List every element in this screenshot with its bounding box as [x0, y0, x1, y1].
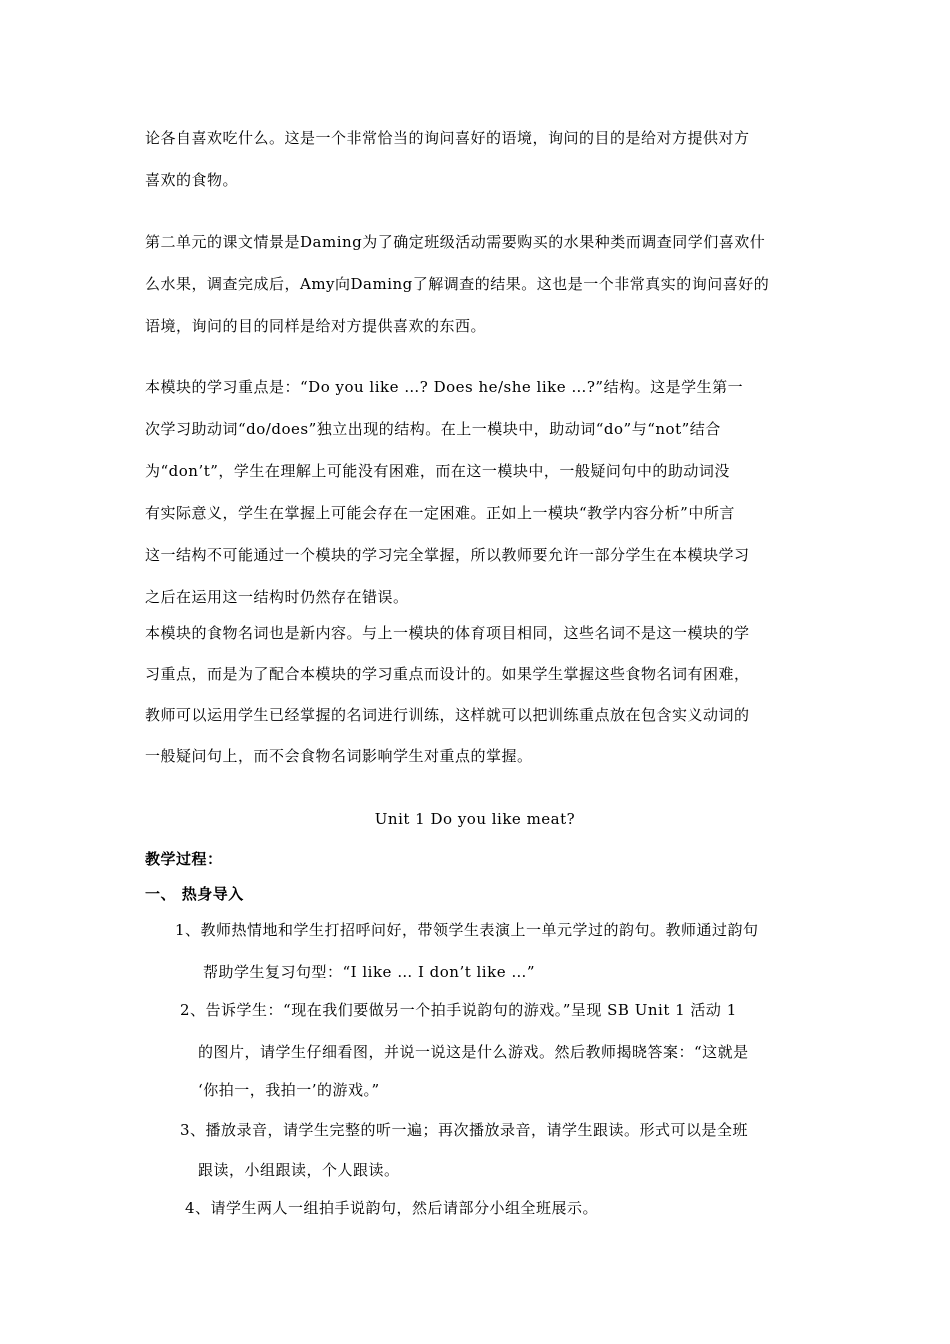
step-line: 的图片，请学生仔细看图，并说一说这是什么游戏。然后教师揭晓答案：“这就是	[198, 1043, 749, 1061]
intro-line: 喜欢的食物。	[145, 171, 239, 189]
unit-title: Unit 1 Do you like meat?	[374, 810, 576, 828]
focus-line: 之后在运用这一结构时仍然存在错误。	[145, 588, 409, 606]
focus-line: 这一结构不可能通过一个模块的学习完全掌握，所以教师要允许一部分学生在本模块学习	[145, 546, 750, 564]
unit2-line: 语境，询问的目的同样是给对方提供喜欢的东西。	[145, 317, 487, 335]
focus-line: 为“don’t”，学生在理解上可能没有困难，而在这一模块中，一般疑问句中的助动词没	[145, 462, 730, 480]
unit2-line: 第二单元的课文情景是Daming为了确定班级活动需要购买的水果种类而调查同学们喜欢什	[145, 233, 766, 251]
focus-line: 有实际意义，学生在掌握上可能会存在一定困难。正如上一模块“教学内容分析”中所言	[145, 504, 735, 522]
step-line: 帮助学生复习句型：“I like … I don’t like …”	[203, 963, 536, 981]
nouns-line: 本模块的食物名词也是新内容。与上一模块的体育项目相同，这些名词不是这一模块的学	[145, 624, 750, 642]
step-line: 跟读，小组跟读，个人跟读。	[198, 1161, 400, 1179]
nouns-line: 习重点，而是为了配合本模块的学习重点而设计的。如果学生掌握这些食物名词有困难，	[145, 665, 750, 683]
section-heading: 一、 热身导入	[145, 885, 244, 903]
nouns-line: 教师可以运用学生已经掌握的名词进行训练，这样就可以把训练重点放在包含实义动词的	[145, 706, 750, 724]
step-line: ‘你拍一，我拍一’的游戏。”	[198, 1081, 380, 1099]
step-line: 4、请学生两人一组拍手说韵句，然后请部分小组全班展示。	[185, 1199, 599, 1217]
focus-line: 次学习助动词“do/does”独立出现的结构。在上一模块中，助动词“do”与“not”结合	[145, 420, 721, 438]
focus-line: 本模块的学习重点是：“Do you like …? Does he/she like …?”结构。这是学生第一	[145, 378, 744, 396]
unit2-line: 么水果，调查完成后，Amy向Daming了解调查的结果。这也是一个非常真实的询问喜好的	[145, 275, 770, 293]
step-line: 2、告诉学生：“现在我们要做另一个拍手说韵句的游戏。”呈现 SB Unit 1 活动 1	[180, 1001, 737, 1019]
step-line: 1、教师热情地和学生打招呼问好，带领学生表演上一单元学过的韵句。教师通过韵句	[175, 921, 759, 939]
nouns-line: 一般疑问句上，而不会食物名词影响学生对重点的掌握。	[145, 747, 533, 765]
intro-line: 论各自喜欢吃什么。这是一个非常恰当的询问喜好的语境，询问的目的是给对方提供对方	[145, 129, 750, 147]
process-heading: 教学过程：	[145, 850, 223, 868]
step-line: 3、播放录音，请学生完整的听一遍；再次播放录音，请学生跟读。形式可以是全班	[180, 1121, 749, 1139]
